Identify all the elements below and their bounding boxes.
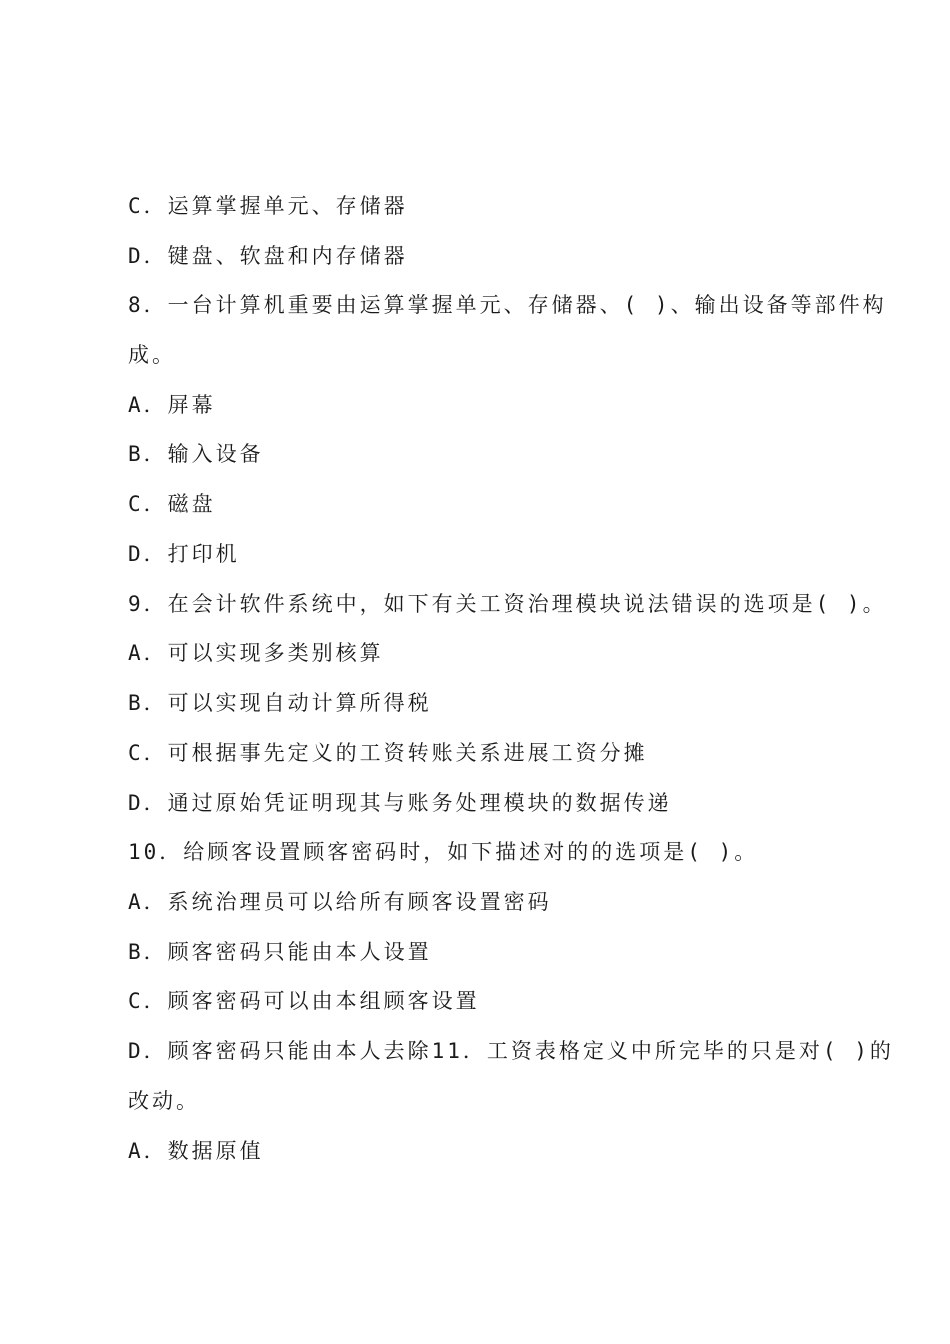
question-8-line: 8．一台计算机重要由运算掌握单元、存储器、( )、输出设备等部件构: [128, 293, 887, 317]
text-line: C．运算掌握单元、存储器: [128, 194, 408, 218]
option-c: C．可根据事先定义的工资转账关系进展工资分摊: [128, 741, 648, 765]
text-line: 改动。: [128, 1089, 200, 1113]
option-c: C．磁盘: [128, 492, 216, 516]
option-a: A．数据原值: [128, 1139, 264, 1163]
option-b: B．输入设备: [128, 442, 264, 466]
question-10-line: 10．给顾客设置顾客密码时，如下描述对的的选项是( )。: [128, 840, 759, 864]
option-d: D．通过原始凭证明现其与账务处理模块的数据传递: [128, 791, 672, 815]
option-d-question-11-line: D．顾客密码只能由本人去除11．工资表格定义中所完毕的只是对( )的: [128, 1039, 894, 1063]
text-line: D．键盘、软盘和内存储器: [128, 244, 408, 268]
question-9-line: 9．在会计软件系统中，如下有关工资治理模块说法错误的选项是( )。: [128, 592, 887, 616]
option-d: D．打印机: [128, 542, 240, 566]
option-b: B．可以实现自动计算所得税: [128, 691, 432, 715]
option-c: C．顾客密码可以由本组顾客设置: [128, 989, 480, 1013]
option-a: A．可以实现多类别核算: [128, 641, 384, 665]
text-line: 成。: [128, 343, 176, 367]
option-b: B．顾客密码只能由本人设置: [128, 940, 432, 964]
option-a: A．系统治理员可以给所有顾客设置密码: [128, 890, 552, 914]
option-a: A．屏幕: [128, 393, 216, 417]
